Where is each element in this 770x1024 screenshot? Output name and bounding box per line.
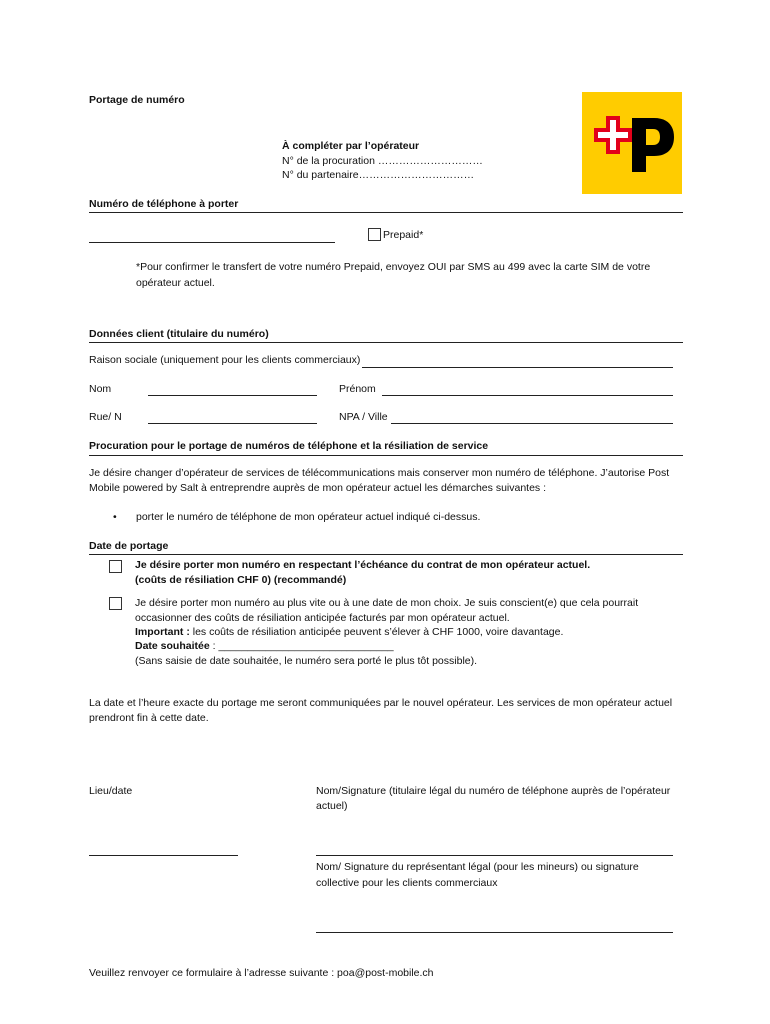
npa-field[interactable]: [391, 423, 673, 424]
phone-section-heading: Numéro de téléphone à porter: [89, 198, 239, 210]
holder-signature-line2: actuel): [316, 800, 348, 812]
prepaid-note-line1: *Pour confirmer le transfert de votre numéro Prepaid, envoyez OUI par SMS au 499 avec la carte SIM de votre: [136, 261, 651, 273]
nom-label: Nom: [89, 383, 112, 395]
closing-line1: La date et l’heure exacte du portage me seront communiquées par le nouvel opérateur. Les services de mon opérateur actuel: [89, 697, 673, 709]
procuration-heading: Procuration pour le portage de numéros de téléphone et la résiliation de service: [89, 440, 489, 452]
phone-number-field[interactable]: [89, 242, 335, 243]
date-option1-line2: (coûts de résiliation CHF 0) (recommandé): [135, 574, 347, 586]
bullet-icon: •: [113, 511, 117, 523]
nom-field[interactable]: [148, 395, 317, 396]
date-option2-line1: Je désire porter mon numéro au plus vite ou à une date de mon choix. Je suis conscient(e) que cela pourrait: [135, 597, 639, 609]
section-divider: [89, 212, 683, 213]
closing-line2: prendront fin à cette date.: [89, 712, 209, 724]
section-divider: [89, 455, 683, 456]
lieu-date-field[interactable]: [89, 855, 238, 856]
rue-label: Rue/ N: [89, 411, 122, 423]
date-note: (Sans saisie de date souhaitée, le numéro sera porté le plus tôt possible).: [135, 655, 478, 667]
prepaid-note-line2: opérateur actuel.: [136, 277, 215, 289]
section-divider: [89, 342, 683, 343]
date-option1-line1: Je désire porter mon numéro en respectant l’échéance du contrat de mon opérateur actuel.: [135, 559, 591, 571]
date-souhaitee-label: Date souhaitée: [135, 640, 210, 652]
client-section-heading: Données client (titulaire du numéro): [89, 328, 269, 340]
prepaid-checkbox[interactable]: [368, 228, 381, 241]
footer-return-text: Veuillez renvoyer ce formulaire à l’adresse suivante :: [89, 967, 335, 979]
prenom-label: Prénom: [339, 383, 376, 395]
footer-return-line: [89, 967, 434, 979]
date-option1-checkbox[interactable]: [109, 560, 122, 573]
rep-signature-field[interactable]: [316, 932, 673, 933]
prepaid-label: Prepaid*: [383, 229, 424, 241]
page-title: Portage de numéro: [89, 94, 185, 106]
raison-sociale-label: Raison sociale (uniquement pour les clients commerciaux): [89, 354, 361, 366]
rep-signature-line2: collective pour les clients commerciaux: [316, 877, 498, 889]
important-label: Important :: [135, 626, 190, 638]
prenom-field[interactable]: [382, 395, 673, 396]
date-option2-checkbox[interactable]: [109, 597, 122, 610]
procuration-bullet-text: porter le numéro de téléphone de mon opérateur actuel indiqué ci-dessus.: [136, 511, 481, 523]
holder-signature-line1: Nom/Signature (titulaire légal du numéro de téléphone auprès de l’opérateur: [316, 785, 671, 797]
rep-signature-line1: Nom/ Signature du représentant légal (pour les mineurs) ou signature: [316, 861, 639, 873]
raison-sociale-field[interactable]: [362, 367, 673, 368]
partner-number-field[interactable]: N° du partenaire……………………………: [282, 169, 475, 181]
holder-signature-field[interactable]: [316, 855, 673, 856]
footer-email[interactable]: poa@post-mobile.ch: [337, 967, 434, 979]
date-option2-line2: occasionner des coûts de résiliation anticipée facturés par mon opérateur actuel.: [135, 612, 510, 624]
rue-field[interactable]: [148, 423, 317, 424]
important-note: [135, 625, 563, 640]
date-section-heading: Date de portage: [89, 540, 169, 552]
operator-heading: À compléter par l’opérateur: [282, 140, 420, 152]
npa-label: NPA / Ville: [339, 411, 388, 423]
procuration-text-line1: Je désire changer d’opérateur de services de télécommunications mais conserver mon numéro de téléphone. J’autorise Post: [89, 467, 670, 479]
lieu-date-label: Lieu/date: [89, 785, 133, 797]
date-souhaitee-row[interactable]: [135, 639, 394, 654]
section-divider: [89, 554, 683, 555]
procuration-text-line2: Mobile powered by Salt à entreprendre auprès de mon opérateur actuel les démarches suivantes :: [89, 482, 547, 494]
date-souhaitee-field[interactable]: : ______________________________: [209, 640, 394, 652]
important-text: les coûts de résiliation anticipée peuvent s’élever à CHF 1000, voire davantage.: [189, 626, 564, 638]
procuration-number-field[interactable]: N° de la procuration …………………………: [282, 155, 483, 167]
post-logo: [582, 92, 682, 194]
swiss-post-logo-icon: [582, 92, 682, 194]
